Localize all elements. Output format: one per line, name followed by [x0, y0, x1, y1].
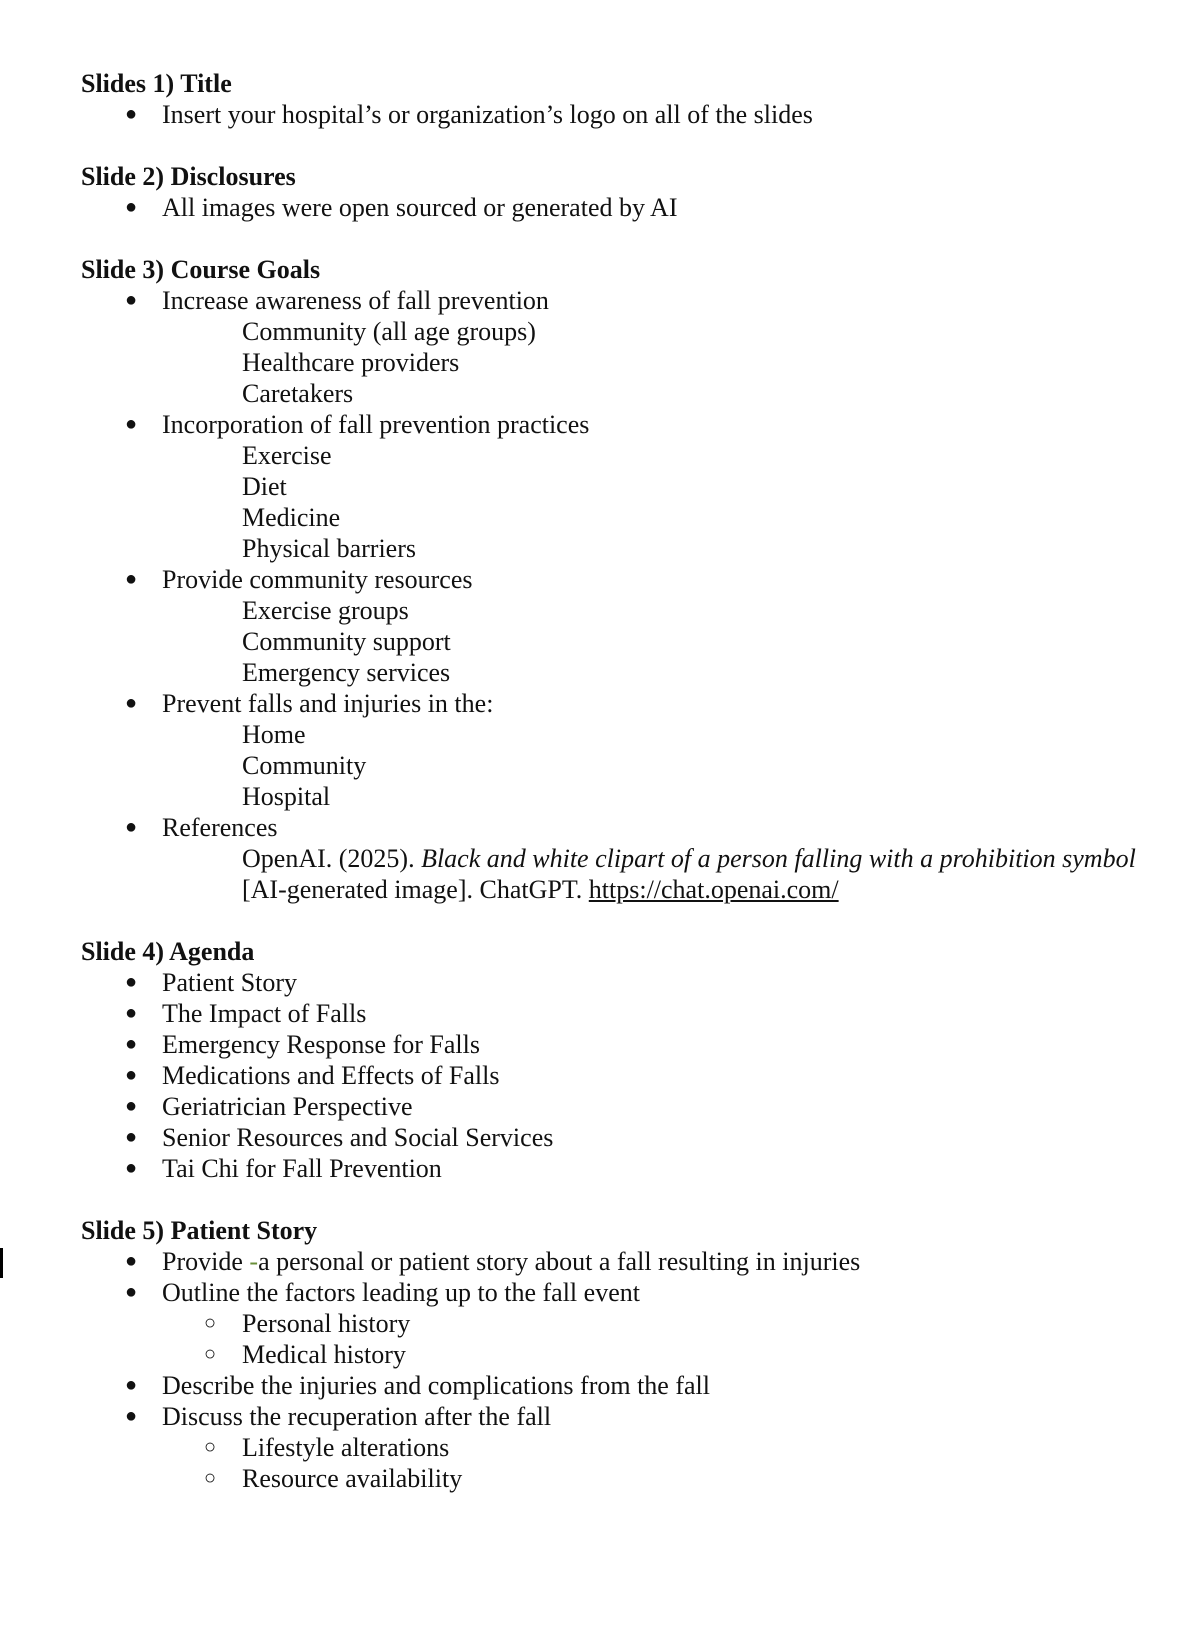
list-item [0, 409, 1200, 440]
bullet-icon: ● [124, 1095, 138, 1117]
sub-list-item [0, 1432, 1200, 1463]
section-slide-1 [0, 68, 1200, 130]
tracked-change-mark: - [249, 1247, 259, 1276]
bullet-icon: ● [124, 1002, 138, 1024]
sub-item [0, 378, 1200, 409]
sub-item-text: Emergency services [242, 658, 451, 687]
list-item-text: Incorporation of fall prevention practices [162, 410, 590, 439]
sub-item [0, 533, 1200, 564]
list-item-text: Discuss the recuperation after the fall [162, 1402, 552, 1431]
list-item [0, 1277, 1200, 1308]
sub-list-item [0, 1463, 1200, 1494]
sub-item-text: Home [242, 720, 306, 749]
reference-source: [AI-generated image]. ChatGPT. [242, 875, 589, 904]
bullet-icon: ● [124, 1064, 138, 1086]
hollow-bullet-icon: ○ [203, 1312, 217, 1334]
section-heading: Slide 5) Patient Story [81, 1216, 318, 1245]
bullet-icon: ● [124, 1126, 138, 1148]
sub-item [0, 471, 1200, 502]
list-item [0, 285, 1200, 316]
list-item-text: Provide community resources [162, 565, 473, 594]
sub-item [0, 750, 1200, 781]
list-item [0, 1401, 1200, 1432]
reference-title: Black and white clipart of a person falling with a prohibition symbol [421, 844, 1136, 873]
list-item-text: Medications and Effects of Falls [162, 1061, 500, 1090]
bullet-icon: ● [124, 568, 138, 590]
list-item [0, 1153, 1200, 1184]
sub-item-text: Healthcare providers [242, 348, 460, 377]
section-heading: Slide 4) Agenda [81, 937, 255, 966]
sub-item [0, 719, 1200, 750]
document-page [0, 68, 1200, 1525]
sub-list-item [0, 1308, 1200, 1339]
list-item [0, 998, 1200, 1029]
list-item-text: The Impact of Falls [162, 999, 367, 1028]
bullet-icon: ● [124, 1281, 138, 1303]
reference-citation [0, 843, 1200, 905]
bullet-icon: ● [124, 103, 138, 125]
sub-item [0, 440, 1200, 471]
section-slide-3 [0, 254, 1200, 905]
list-item-text: Emergency Response for Falls [162, 1030, 480, 1059]
sub-item [0, 316, 1200, 347]
bullet-icon: ● [124, 1033, 138, 1055]
sub-item-text: Hospital [242, 782, 331, 811]
hollow-bullet-icon: ○ [203, 1343, 217, 1365]
sub-item [0, 781, 1200, 812]
sub-item-text: Medicine [242, 503, 341, 532]
list-item-text: Insert your hospital’s or organization’s logo on all of the slides [162, 100, 813, 129]
sub-item-text: Exercise [242, 441, 332, 470]
bullet-icon: ● [124, 1157, 138, 1179]
bullet-icon: ● [124, 971, 138, 993]
sub-item [0, 502, 1200, 533]
bullet-icon: ● [124, 289, 138, 311]
list-item [0, 1060, 1200, 1091]
text-segment: Provide [162, 1247, 250, 1276]
list-item-text [162, 1246, 860, 1277]
list-item [0, 1091, 1200, 1122]
sub-item-text: Community [242, 751, 367, 780]
sub-item-text: Lifestyle alterations [242, 1433, 450, 1462]
bullet-icon: ● [124, 816, 138, 838]
section-heading: Slide 2) Disclosures [81, 162, 296, 191]
section-slide-2 [0, 161, 1200, 223]
reference-author-year: OpenAI. (2025). [242, 844, 422, 873]
list-item-text: Geriatrician Perspective [162, 1092, 413, 1121]
list-item [0, 812, 1200, 843]
sub-list-item [0, 1339, 1200, 1370]
sub-item-text: Diet [242, 472, 287, 501]
list-item [0, 1246, 1200, 1277]
sub-item [0, 347, 1200, 378]
sub-item-text: Personal history [242, 1309, 411, 1338]
list-item-text: Describe the injuries and complications from the fall [162, 1371, 710, 1400]
bullet-icon: ● [124, 1250, 138, 1272]
list-item-text: Outline the factors leading up to the fall event [162, 1278, 640, 1307]
list-item-text: Prevent falls and injuries in the: [162, 689, 494, 718]
sub-item-text: Physical barriers [242, 534, 417, 563]
list-item [0, 1122, 1200, 1153]
list-item [0, 1029, 1200, 1060]
list-item-text: All images were open sourced or generated by AI [162, 193, 678, 222]
list-item [0, 688, 1200, 719]
bullet-icon: ● [124, 692, 138, 714]
list-item [0, 967, 1200, 998]
sub-item-text: Exercise groups [242, 596, 409, 625]
sub-item-text: Community (all age groups) [242, 317, 536, 346]
text-segment: a personal or patient story about a fall resulting in injuries [258, 1247, 861, 1276]
reference-link[interactable]: https://chat.openai.com/ [588, 875, 839, 904]
bullet-icon: ● [124, 1374, 138, 1396]
list-item-text: Increase awareness of fall prevention [162, 286, 549, 315]
hollow-bullet-icon: ○ [203, 1467, 217, 1489]
bullet-icon: ● [124, 413, 138, 435]
list-item-text: Tai Chi for Fall Prevention [162, 1154, 442, 1183]
section-slide-4 [0, 936, 1200, 1184]
section-heading: Slide 3) Course Goals [81, 255, 321, 284]
list-item [0, 99, 1200, 130]
sub-item [0, 595, 1200, 626]
bullet-icon: ● [124, 1405, 138, 1427]
list-item-text: Patient Story [162, 968, 298, 997]
sub-item [0, 657, 1200, 688]
sub-item-text: Community support [242, 627, 451, 656]
sub-item-text: Medical history [242, 1340, 406, 1369]
section-heading: Slides 1) Title [81, 69, 232, 98]
list-item [0, 1370, 1200, 1401]
sub-item [0, 626, 1200, 657]
bullet-icon: ● [124, 196, 138, 218]
sub-item-text: Resource availability [242, 1464, 463, 1493]
list-item [0, 192, 1200, 223]
hollow-bullet-icon: ○ [203, 1436, 217, 1458]
list-item [0, 564, 1200, 595]
section-slide-5 [0, 1215, 1200, 1494]
sub-item-text: Caretakers [242, 379, 354, 408]
list-item-text: References [162, 813, 278, 842]
list-item-text: Senior Resources and Social Services [162, 1123, 554, 1152]
